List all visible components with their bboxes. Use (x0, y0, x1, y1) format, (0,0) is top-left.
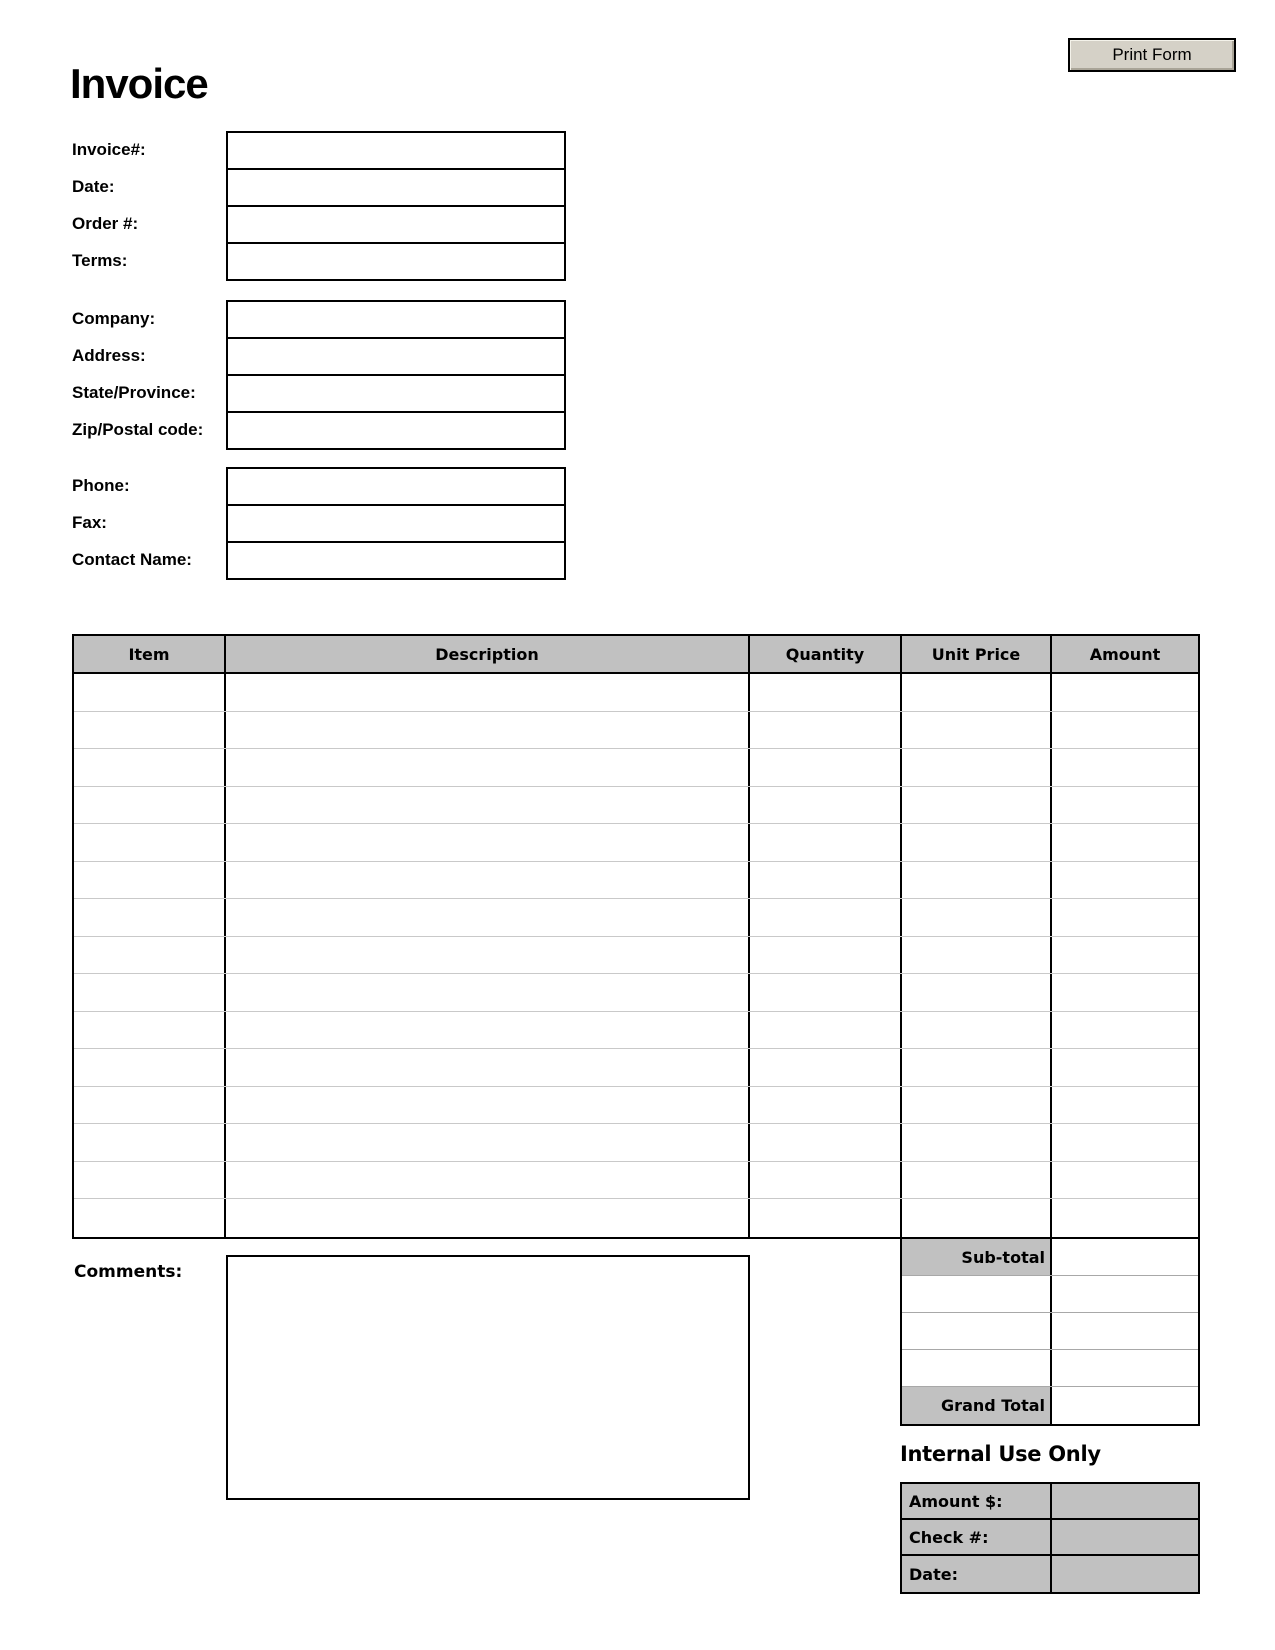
column-header-description: Description (226, 636, 750, 672)
address-field-box (228, 339, 564, 376)
item-row-12 (74, 1087, 1198, 1125)
terms-field-label: Terms: (72, 250, 128, 270)
item-7-cell-quantity[interactable] (750, 899, 902, 936)
item-8-cell-description[interactable] (226, 937, 750, 974)
grand-total-label: Grand Total (902, 1387, 1052, 1424)
item-14-cell-quantity[interactable] (750, 1162, 902, 1199)
item-row-7 (74, 899, 1198, 937)
totals-spacer-value[interactable] (1052, 1276, 1198, 1312)
company-field[interactable] (228, 302, 564, 337)
invoice-details-labels (72, 131, 226, 281)
item-10-cell-amount[interactable] (1052, 1012, 1198, 1049)
totals-row-1 (902, 1239, 1198, 1276)
items-table (72, 634, 1200, 1239)
contact-name-field[interactable] (228, 543, 564, 578)
item-14-cell-unit-price[interactable] (902, 1162, 1052, 1199)
item-row-6 (74, 862, 1198, 900)
print-form-button[interactable]: Print Form (1068, 38, 1236, 72)
item-1-cell-item[interactable] (74, 674, 226, 711)
contact-details-boxes (226, 467, 566, 580)
invoice-details-boxes (226, 131, 566, 281)
terms-field[interactable] (228, 244, 564, 279)
item-7-cell-amount[interactable] (1052, 899, 1198, 936)
item-13-cell-description[interactable] (226, 1124, 750, 1161)
item-2-cell-description[interactable] (226, 712, 750, 749)
zip-postal-code-field[interactable] (228, 413, 564, 448)
invoice-number-field-box (228, 133, 564, 170)
totals-row-2 (902, 1276, 1198, 1313)
item-15-cell-item[interactable] (74, 1199, 226, 1237)
internal-check-number-field[interactable] (1052, 1520, 1198, 1554)
item-5-cell-amount[interactable] (1052, 824, 1198, 861)
item-13-cell-amount[interactable] (1052, 1124, 1198, 1161)
item-5-cell-unit-price[interactable] (902, 824, 1052, 861)
internal-amount-field-row (902, 1484, 1198, 1520)
grand-total-value[interactable] (1052, 1387, 1198, 1424)
item-row-11 (74, 1049, 1198, 1087)
item-2-cell-item[interactable] (74, 712, 226, 749)
item-11-cell-item[interactable] (74, 1049, 226, 1086)
column-header-item: Item (74, 636, 226, 672)
internal-amount-field-label: Amount $: (902, 1484, 1052, 1518)
item-1-cell-amount[interactable] (1052, 674, 1198, 711)
invoice-number-field-label: Invoice#: (72, 139, 146, 159)
item-12-cell-description[interactable] (226, 1087, 750, 1124)
item-10-cell-unit-price[interactable] (902, 1012, 1052, 1049)
item-5-cell-quantity[interactable] (750, 824, 902, 861)
date-field-label: Date: (72, 176, 115, 196)
column-header-quantity: Quantity (750, 636, 902, 672)
item-6-cell-unit-price[interactable] (902, 862, 1052, 899)
phone-field-label: Phone: (72, 475, 130, 495)
date-field-box (228, 170, 564, 207)
totals-spacer-value[interactable] (1052, 1350, 1198, 1386)
company-details-group (72, 300, 566, 450)
item-15-cell-description[interactable] (226, 1199, 750, 1237)
contact-name-field-box (228, 543, 564, 578)
item-2-cell-quantity[interactable] (750, 712, 902, 749)
totals-row-3 (902, 1313, 1198, 1350)
item-7-cell-description[interactable] (226, 899, 750, 936)
fax-field-label: Fax: (72, 512, 107, 532)
item-9-cell-amount[interactable] (1052, 974, 1198, 1011)
items-table-body (74, 674, 1198, 1237)
sub-total-value[interactable] (1052, 1239, 1198, 1275)
comments-box (226, 1255, 750, 1500)
item-1-cell-description[interactable] (226, 674, 750, 711)
item-13-cell-item[interactable] (74, 1124, 226, 1161)
order-number-field-box (228, 207, 564, 244)
totals-row-5 (902, 1387, 1198, 1424)
item-12-cell-item[interactable] (74, 1087, 226, 1124)
internal-date-field[interactable] (1052, 1556, 1198, 1592)
internal-use-table (900, 1482, 1200, 1594)
item-9-cell-item[interactable] (74, 974, 226, 1011)
order-number-field-label: Order #: (72, 213, 139, 233)
totals-spacer-label (902, 1276, 1052, 1312)
item-1-cell-quantity[interactable] (750, 674, 902, 711)
state-province-field-label: State/Province: (72, 382, 196, 402)
item-4-cell-unit-price[interactable] (902, 787, 1052, 824)
invoice-number-field[interactable] (228, 133, 564, 168)
totals-spacer-label (902, 1313, 1052, 1349)
fax-field-box (228, 506, 564, 543)
item-11-cell-quantity[interactable] (750, 1049, 902, 1086)
item-2-cell-amount[interactable] (1052, 712, 1198, 749)
internal-use-heading: Internal Use Only (900, 1442, 1101, 1466)
item-5-cell-item[interactable] (74, 824, 226, 861)
item-row-9 (74, 974, 1198, 1012)
item-3-cell-quantity[interactable] (750, 749, 902, 786)
item-row-2 (74, 712, 1198, 750)
item-8-cell-amount[interactable] (1052, 937, 1198, 974)
item-3-cell-unit-price[interactable] (902, 749, 1052, 786)
item-row-5 (74, 824, 1198, 862)
item-row-13 (74, 1124, 1198, 1162)
contact-details-group (72, 467, 566, 580)
item-row-4 (74, 787, 1198, 825)
contact-name-field-label: Contact Name: (72, 549, 192, 569)
item-5-cell-description[interactable] (226, 824, 750, 861)
internal-check-number-field-label: Check #: (902, 1520, 1052, 1554)
item-3-cell-amount[interactable] (1052, 749, 1198, 786)
item-row-15 (74, 1199, 1198, 1237)
item-14-cell-description[interactable] (226, 1162, 750, 1199)
item-8-cell-unit-price[interactable] (902, 937, 1052, 974)
item-11-cell-amount[interactable] (1052, 1049, 1198, 1086)
item-15-cell-quantity[interactable] (750, 1199, 902, 1237)
internal-date-field-row (902, 1556, 1198, 1592)
phone-field-box (228, 469, 564, 506)
sub-total-label: Sub-total (902, 1239, 1052, 1275)
item-14-cell-item[interactable] (74, 1162, 226, 1199)
state-province-field-box (228, 376, 564, 413)
item-13-cell-quantity[interactable] (750, 1124, 902, 1161)
company-details-boxes (226, 300, 566, 450)
item-2-cell-unit-price[interactable] (902, 712, 1052, 749)
item-11-cell-unit-price[interactable] (902, 1049, 1052, 1086)
items-table-header (74, 636, 1198, 674)
invoice-details-group (72, 131, 566, 281)
item-10-cell-item[interactable] (74, 1012, 226, 1049)
item-7-cell-item[interactable] (74, 899, 226, 936)
internal-date-field-label: Date: (902, 1556, 1052, 1592)
company-field-box (228, 302, 564, 339)
column-header-unit-price: Unit Price (902, 636, 1052, 672)
item-6-cell-description[interactable] (226, 862, 750, 899)
item-8-cell-quantity[interactable] (750, 937, 902, 974)
company-details-labels (72, 300, 226, 450)
item-9-cell-description[interactable] (226, 974, 750, 1011)
item-13-cell-unit-price[interactable] (902, 1124, 1052, 1161)
comments-input[interactable] (228, 1257, 748, 1498)
company-field-label: Company: (72, 308, 156, 328)
item-8-cell-item[interactable] (74, 937, 226, 974)
phone-field[interactable] (228, 469, 564, 504)
contact-details-labels (72, 467, 226, 580)
page-title: Invoice (70, 60, 208, 107)
item-1-cell-unit-price[interactable] (902, 674, 1052, 711)
item-4-cell-amount[interactable] (1052, 787, 1198, 824)
internal-check-number-field-row (902, 1520, 1198, 1556)
internal-amount-field[interactable] (1052, 1484, 1198, 1518)
item-9-cell-quantity[interactable] (750, 974, 902, 1011)
item-4-cell-description[interactable] (226, 787, 750, 824)
item-row-14 (74, 1162, 1198, 1200)
item-4-cell-quantity[interactable] (750, 787, 902, 824)
item-12-cell-unit-price[interactable] (902, 1087, 1052, 1124)
item-7-cell-unit-price[interactable] (902, 899, 1052, 936)
item-14-cell-amount[interactable] (1052, 1162, 1198, 1199)
comments-label: Comments: (74, 1262, 183, 1282)
item-9-cell-unit-price[interactable] (902, 974, 1052, 1011)
item-6-cell-amount[interactable] (1052, 862, 1198, 899)
column-header-amount: Amount (1089, 644, 1161, 664)
item-12-cell-quantity[interactable] (750, 1087, 902, 1124)
item-row-3 (74, 749, 1198, 787)
fax-field[interactable] (228, 506, 564, 541)
date-field[interactable] (228, 170, 564, 205)
item-6-cell-quantity[interactable] (750, 862, 902, 899)
item-11-cell-description[interactable] (226, 1049, 750, 1086)
item-4-cell-item[interactable] (74, 787, 226, 824)
totals-row-4 (902, 1350, 1198, 1387)
address-field-label: Address: (72, 345, 146, 365)
item-3-cell-description[interactable] (226, 749, 750, 786)
order-number-field[interactable] (228, 207, 564, 242)
item-3-cell-item[interactable] (74, 749, 226, 786)
zip-postal-code-field-box (228, 413, 564, 448)
item-row-1 (74, 674, 1198, 712)
item-15-cell-amount[interactable] (1052, 1199, 1198, 1237)
totals-spacer-label (902, 1350, 1052, 1386)
item-10-cell-description[interactable] (226, 1012, 750, 1049)
item-6-cell-item[interactable] (74, 862, 226, 899)
totals-block (900, 1239, 1200, 1426)
item-row-8 (74, 937, 1198, 975)
item-10-cell-quantity[interactable] (750, 1012, 902, 1049)
item-row-10 (74, 1012, 1198, 1050)
address-field[interactable] (228, 339, 564, 374)
zip-postal-code-field-label: Zip/Postal code: (72, 419, 204, 439)
item-15-cell-unit-price[interactable] (902, 1199, 1052, 1237)
item-12-cell-amount[interactable] (1052, 1087, 1198, 1124)
totals-spacer-value[interactable] (1052, 1313, 1198, 1349)
terms-field-box (228, 244, 564, 279)
state-province-field[interactable] (228, 376, 564, 411)
